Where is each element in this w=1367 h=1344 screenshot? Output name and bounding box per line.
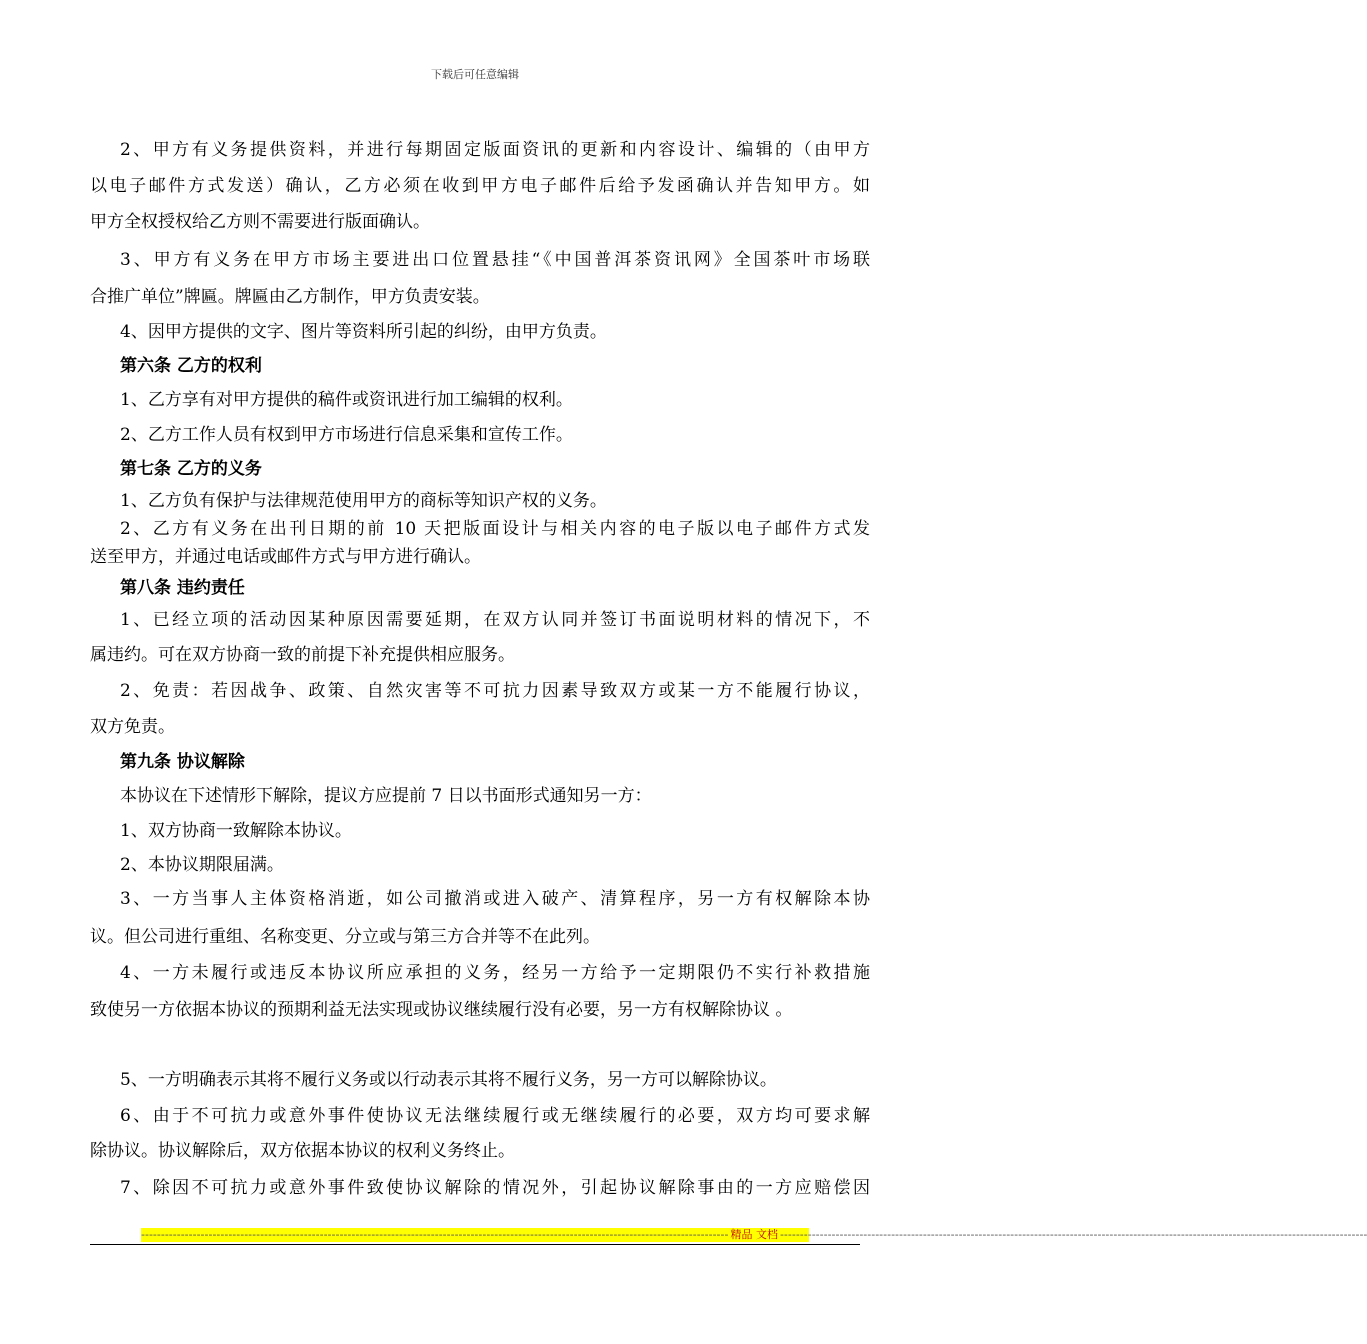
footer-label: 精品 文档 [730, 1228, 778, 1241]
article-heading: 第六条 乙方的权利 [120, 356, 262, 376]
paragraph-line: 2、甲方有义务提供资料，并进行每期固定版面资讯的更新和内容设计、编辑的（由甲方 [120, 140, 870, 160]
article-heading: 第八条 违约责任 [120, 578, 245, 598]
footer-divider [90, 1244, 860, 1245]
page-header: 下载后可任意编辑 [431, 68, 519, 81]
list-item: 2、本协议期限届满。 [120, 855, 284, 875]
paragraph-line: 4、因甲方提供的文字、图片等资料所引起的纠纷，由甲方负责。 [120, 322, 607, 342]
list-item: 1、乙方享有对甲方提供的稿件或资讯进行加工编辑的权利。 [120, 390, 573, 410]
paragraph-line: 甲方全权授权给乙方则不需要进行版面确认。 [90, 212, 430, 232]
list-item: 送至甲方，并通过电话或邮件方式与甲方进行确认。 [90, 547, 481, 567]
paragraph-line: 以电子邮件方式发送）确认，乙方必须在收到甲方电子邮件后给予发函确认并告知甲方。如 [90, 176, 870, 196]
list-item: 属违约。可在双方协商一致的前提下补充提供相应服务。 [90, 645, 515, 665]
list-item: 议。但公司进行重组、名称变更、分立或与第三方合并等不在此列。 [90, 927, 600, 947]
list-item: 除协议。协议解除后，双方依据本协议的权利义务终止。 [90, 1141, 515, 1161]
paragraph-line: 合推广单位”牌匾。牌匾由乙方制作，甲方负责安装。 [90, 287, 490, 307]
list-item: 4、一方未履行或违反本协议所应承担的义务，经另一方给予一定期限仍不实行补救措施 [120, 963, 870, 983]
article-heading: 第九条 协议解除 [120, 752, 245, 772]
footer-dashes-left: ---------------------------------------------------------------------------------------------------------------------------------------------------- [141, 1228, 729, 1241]
list-item: 2、乙方工作人员有权到甲方市场进行信息采集和宣传工作。 [120, 425, 573, 445]
list-item: 6、由于不可抗力或意外事件使协议无法继续履行或无继续履行的必要，双方均可要求解 [120, 1106, 870, 1126]
list-item: 7、除因不可抗力或意外事件致使协议解除的情况外，引起协议解除事由的一方应赔偿因 [120, 1178, 870, 1198]
list-item: 2、免责：若因战争、政策、自然灾害等不可抗力因素导致双方或某一方不能履行协议， [120, 681, 870, 701]
list-item: 双方免责。 [90, 717, 175, 737]
list-item: 1、已经立项的活动因某种原因需要延期，在双方认同并签订书面说明材料的情况下，不 [120, 610, 870, 630]
list-item: 1、乙方负有保护与法律规范使用甲方的商标等知识产权的义务。 [120, 491, 607, 511]
article-heading: 第七条 乙方的义务 [120, 459, 262, 479]
footer-highlight-bar [141, 1228, 1367, 1242]
list-item: 5、一方明确表示其将不履行义务或以行动表示其将不履行义务，另一方可以解除协议。 [120, 1070, 777, 1090]
list-item: 1、双方协商一致解除本协议。 [120, 821, 352, 841]
paragraph-line: 本协议在下述情形下解除，提议方应提前 7 日以书面形式通知另一方： [120, 786, 652, 806]
list-item: 3、一方当事人主体资格消逝，如公司撤消或进入破产、清算程序，另一方有权解除本协 [120, 889, 870, 909]
list-item: 致使另一方依据本协议的预期利益无法实现或协议继续履行没有必要，另一方有权解除协议 。 [90, 1000, 793, 1020]
list-item: 2、乙方有义务在出刊日期的前 10 天把版面设计与相关内容的电子版以电子邮件方式发 [120, 519, 870, 539]
footer-dashes-right: ---------------------------------------------------------------------------------------------------------------------------------------------------- [779, 1228, 1367, 1241]
paragraph-line: 3、甲方有义务在甲方市场主要进出口位置悬挂“《中国普洱茶资讯网》全国茶叶市场联 [120, 250, 870, 270]
